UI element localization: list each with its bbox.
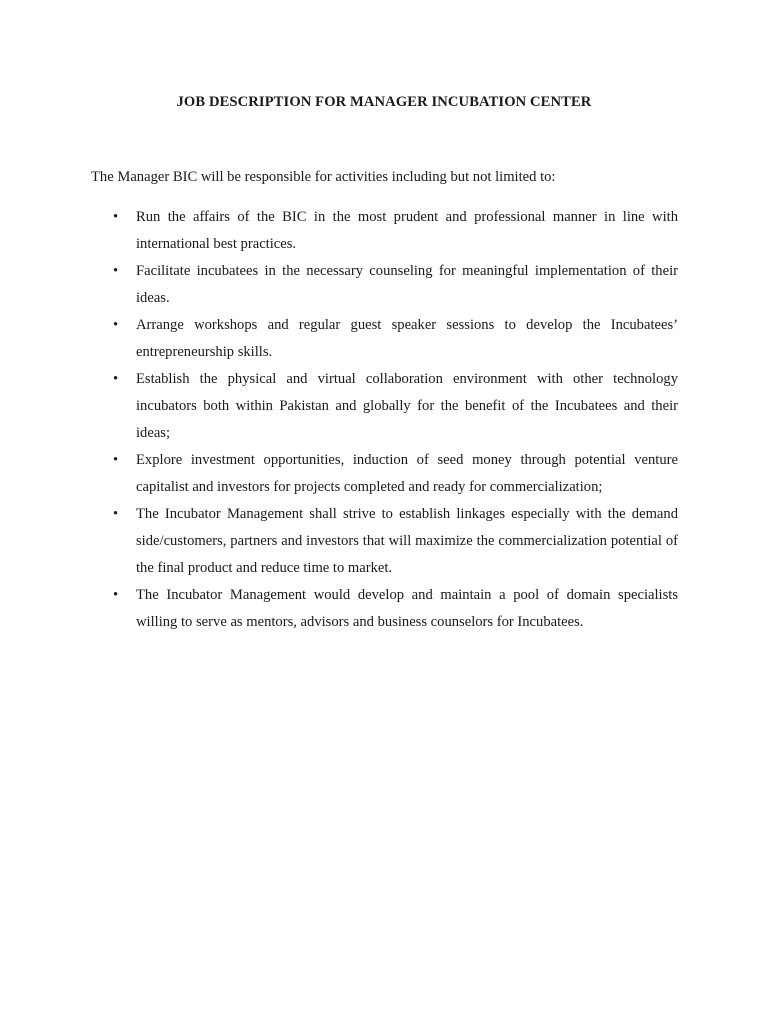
list-item-text: Run the affairs of the BIC in the most prudent and professional manner in line with international best practices. (136, 209, 678, 252)
list-item (0, 447, 768, 501)
document-title: JOB DESCRIPTION FOR MANAGER INCUBATION CENTER (176, 94, 592, 110)
responsibilities-list (0, 204, 768, 636)
list-item (0, 204, 768, 258)
list-item-text: Establish the physical and virtual collaboration environment with other technology incubators both within Pakistan and globally for the benefit of the Incubatees and their ideas; (136, 371, 678, 441)
list-item (0, 258, 768, 312)
bullet-icon: • (113, 263, 119, 279)
list-item-text: The Incubator Management shall strive to establish linkages especially with the demand side/customers, partners and investors that will maximize the commercialization potential of the final product and reduce time to market. (136, 506, 678, 576)
list-item (0, 582, 768, 636)
bullet-icon: • (113, 317, 119, 333)
bullet-icon: • (113, 506, 119, 522)
list-item (0, 501, 768, 582)
bullet-icon: • (113, 587, 119, 603)
list-item (0, 312, 768, 366)
list-item-text: Arrange workshops and regular guest speaker sessions to develop the Incubatees’ entrepreneurship skills. (136, 317, 678, 360)
list-item (0, 366, 768, 447)
intro-paragraph: The Manager BIC will be responsible for activities including but not limited to: (91, 169, 556, 185)
list-item-text: Explore investment opportunities, induction of seed money through potential venture capitalist and investors for projects completed and ready for commercialization; (136, 452, 678, 495)
list-item-text: Facilitate incubatees in the necessary counseling for meaningful implementation of their ideas. (136, 263, 678, 306)
bullet-icon: • (113, 371, 119, 387)
bullet-icon: • (113, 452, 119, 468)
bullet-icon: • (113, 209, 119, 225)
list-item-text: The Incubator Management would develop and maintain a pool of domain specialists willing to serve as mentors, advisors and business counselors for Incubatees. (136, 587, 678, 630)
